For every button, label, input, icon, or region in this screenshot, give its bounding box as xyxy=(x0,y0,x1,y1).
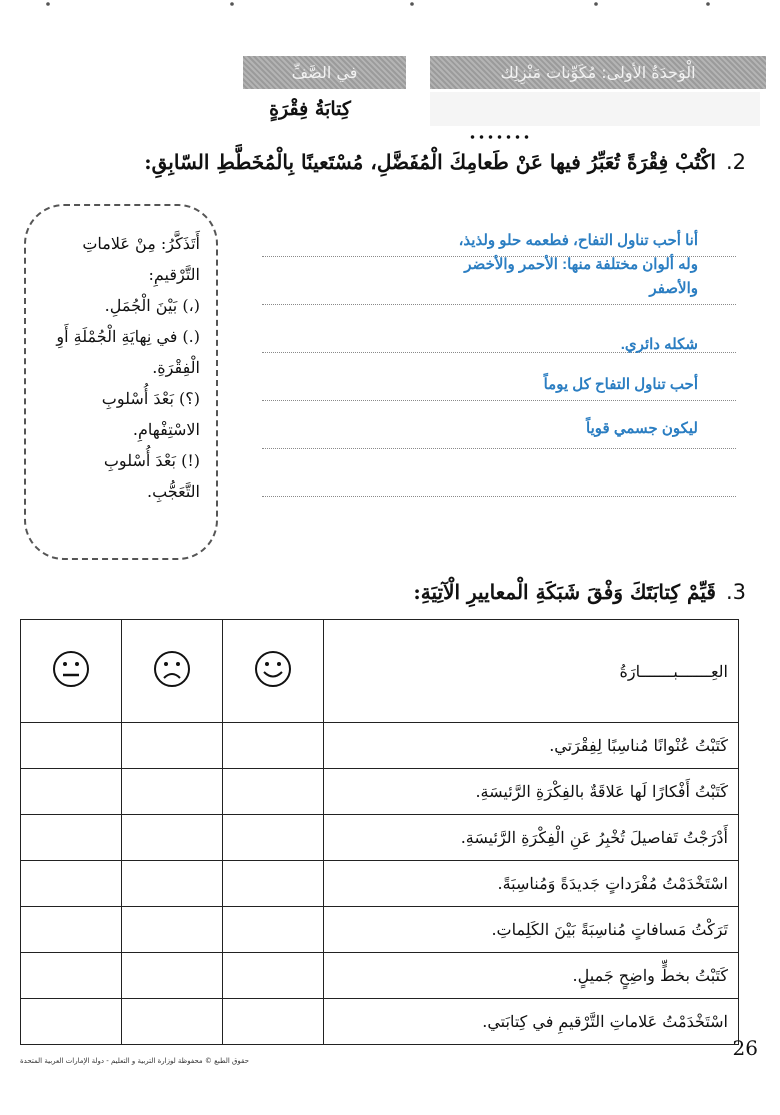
reminder-line: التَّرْقيمِ: xyxy=(148,265,200,284)
question-2-number: 2. xyxy=(725,150,746,174)
page-number: 26 xyxy=(732,1036,758,1060)
rating-cell-neutral[interactable] xyxy=(21,861,122,907)
criteria-statement: كَتَبْتُ أَفْكارًا لَها عَلاقَةٌ بالفِكْرَةِ الرَّئيسَةِ. xyxy=(324,769,739,815)
rating-cell-happy[interactable] xyxy=(223,953,324,999)
rating-cell-happy[interactable] xyxy=(223,907,324,953)
answer-line: وله ألوان مختلفة منها: الأحمر والأخضر xyxy=(464,256,698,273)
criteria-statement: كَتَبْتُ عُنْوانًا مُناسِبًا لِفِقْرَتي. xyxy=(324,723,739,769)
punctuation-reminder-box xyxy=(24,204,218,560)
answer-line: شكله دائري. xyxy=(620,336,698,353)
rating-cell-sad[interactable] xyxy=(122,999,223,1045)
rating-cell-sad[interactable] xyxy=(122,861,223,907)
rating-cell-happy[interactable] xyxy=(223,769,324,815)
rating-cell-neutral[interactable] xyxy=(21,999,122,1045)
question-3-text: قَيِّمْ كِتابَتَكَ وَفْقَ شَبَكَةِ الْمعاييرِ الْآتِيَةِ: xyxy=(413,580,716,604)
reminder-line: (.) في نِهايَةِ الْجُمْلَةِ أَوِ xyxy=(56,327,200,346)
rating-cell-neutral[interactable] xyxy=(21,953,122,999)
answer-line: والأصفر xyxy=(649,280,698,297)
criteria-statement: كَتَبْتُ بخطٍّ واضِحٍ جَميلٍ. xyxy=(324,953,739,999)
rating-cell-neutral[interactable] xyxy=(21,723,122,769)
writing-line xyxy=(262,304,736,305)
happy-face-icon xyxy=(223,620,324,723)
rating-cell-happy[interactable] xyxy=(223,861,324,907)
copyright-footer: حقوق الطبع © محفوظة لوزارة التربية و التعليم - دولة الإمارات العربية المتحدة xyxy=(20,1057,249,1065)
rating-cell-neutral[interactable] xyxy=(21,769,122,815)
neutral-face-icon xyxy=(21,620,122,723)
criteria-statement: أَدْرَجْتُ تَفاصيلَ تُخْبِرُ عَنِ الْفِكْرَةِ الرَّئيسَةِ. xyxy=(324,815,739,861)
writing-line xyxy=(262,448,736,449)
writing-line xyxy=(262,400,736,401)
question-2-text: اكْتُبْ فِقْرَةً تُعَبِّرُ فيها عَنْ طَعامِكَ الْمُفَضَّلِ، مُسْتَعينًا بِالْمُخَطَّطِ السّابِقِ: xyxy=(144,150,716,174)
registration-marks xyxy=(0,0,780,12)
criteria-row xyxy=(21,907,739,953)
criteria-row xyxy=(21,953,739,999)
question-3-number: 3. xyxy=(725,580,746,604)
rating-cell-neutral[interactable] xyxy=(21,815,122,861)
rating-cell-happy[interactable] xyxy=(223,815,324,861)
answer-line: ليكون جسمي قوياً xyxy=(586,420,698,437)
criteria-header-label: العِـــــــبـــــــارَةُ xyxy=(324,620,739,723)
rating-cell-sad[interactable] xyxy=(122,769,223,815)
rating-cell-sad[interactable] xyxy=(122,723,223,769)
criteria-row xyxy=(21,861,739,907)
rating-cell-sad[interactable] xyxy=(122,907,223,953)
answer-line: أنا أحب تناول التفاح، فطعمه حلو ولذيذ، xyxy=(458,232,698,249)
question-3 xyxy=(413,580,746,604)
criteria-row xyxy=(21,723,739,769)
criteria-statement: اسْتَخْدَمْتُ مُفْرَداتٍ جَديدَةً وَمُناسِبَةً. xyxy=(324,861,739,907)
criteria-row xyxy=(21,999,739,1045)
sad-face-icon xyxy=(122,620,223,723)
reminder-line: (،) بَيْنَ الْجُمَلِ. xyxy=(104,296,200,315)
rating-cell-sad[interactable] xyxy=(122,815,223,861)
criteria-row xyxy=(21,815,739,861)
reminder-line: أَتَذَكَّرُ: مِنْ عَلاماتِ xyxy=(82,234,200,253)
reminder-line: الاسْتِفْهامِ. xyxy=(132,420,200,439)
reminder-line: الْفِقْرَةِ. xyxy=(152,358,200,377)
reminder-line: التَّعَجُّبِ. xyxy=(147,482,200,501)
rating-cell-sad[interactable] xyxy=(122,953,223,999)
criteria-row xyxy=(21,769,739,815)
emphasis-dots xyxy=(468,134,532,140)
question-2 xyxy=(144,150,746,174)
rating-cell-happy[interactable] xyxy=(223,723,324,769)
answer-line: أحب تناول التفاح كل يوماً xyxy=(543,376,698,393)
header-shadow xyxy=(430,92,760,126)
unit-header: الْوَحدَةُ الأولى: مُكَوِّنات مَنْزِلِك xyxy=(430,56,766,89)
reminder-line: (؟) بَعْدَ أُسْلوبِ xyxy=(101,389,200,408)
criteria-table xyxy=(20,619,739,1045)
criteria-statement: تَرَكْتُ مَسافاتٍ مُناسِبَةً بَيْنَ الكَلِماتِ. xyxy=(324,907,739,953)
rating-cell-happy[interactable] xyxy=(223,999,324,1045)
reminder-line: (!) بَعْدَ أُسْلوبِ xyxy=(103,451,200,470)
rating-cell-neutral[interactable] xyxy=(21,907,122,953)
section-header: في الصَّفِّ xyxy=(243,56,406,89)
writing-line xyxy=(262,496,736,497)
criteria-header-row xyxy=(21,620,739,723)
section-title: كِتابَةُ فِقْرَةٍ xyxy=(269,98,351,120)
criteria-statement: اسْتَخْدَمْتُ عَلاماتِ التَّرْقيمِ في كِتابَتي. xyxy=(324,999,739,1045)
